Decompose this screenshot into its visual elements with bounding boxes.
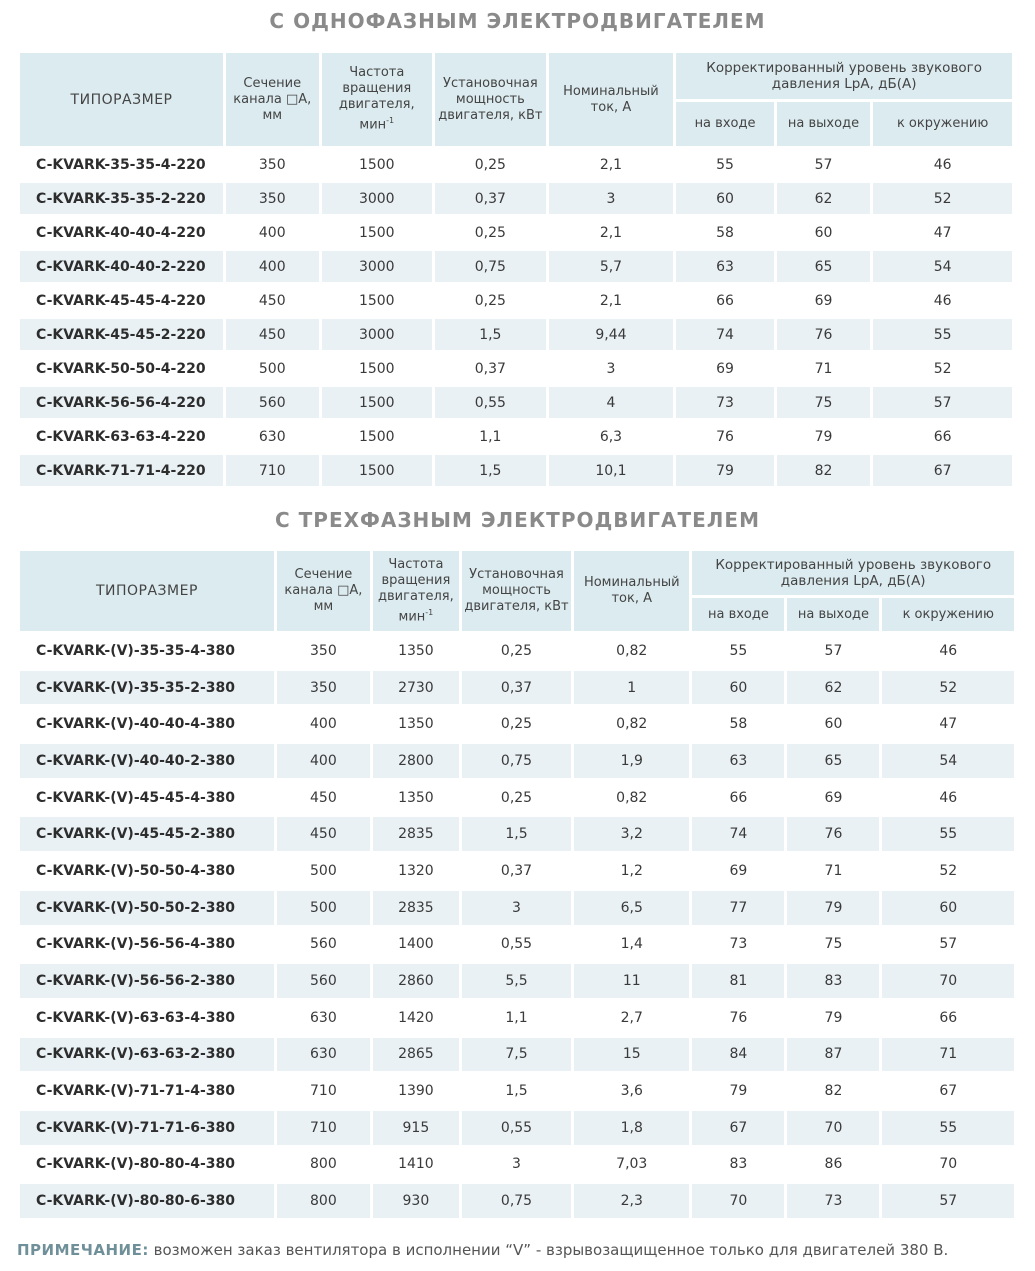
cell-noise-in: 66 xyxy=(676,285,774,316)
cell-section: 450 xyxy=(277,817,370,851)
cell-noise-in: 69 xyxy=(692,854,784,888)
cell-speed: 1410 xyxy=(373,1148,459,1182)
cell-speed: 1500 xyxy=(322,353,433,384)
cell-model: C-KVARK-(V)-63-63-2-380 xyxy=(20,1038,274,1072)
cell-power: 0,25 xyxy=(435,285,546,316)
header-speed xyxy=(373,551,459,631)
cell-noise-in: 77 xyxy=(692,891,784,925)
cell-speed: 2835 xyxy=(373,817,459,851)
header-power: Установочная мощность двигателя, кВт xyxy=(462,551,571,631)
cell-noise-env: 66 xyxy=(873,421,1012,452)
cell-noise-env: 55 xyxy=(873,319,1012,350)
cell-speed: 3000 xyxy=(322,183,433,214)
table-row xyxy=(20,1184,1014,1218)
cell-noise-in: 55 xyxy=(692,634,784,668)
cell-noise-env: 70 xyxy=(882,1148,1014,1182)
cell-noise-in: 83 xyxy=(692,1148,784,1182)
cell-current: 3 xyxy=(549,353,674,384)
cell-speed: 3000 xyxy=(322,319,433,350)
table-row xyxy=(20,1111,1014,1145)
cell-noise-in: 67 xyxy=(692,1111,784,1145)
cell-model: C-KVARK-(V)-45-45-4-380 xyxy=(20,781,274,815)
cell-noise-env: 46 xyxy=(873,149,1012,180)
cell-power: 5,5 xyxy=(462,964,571,998)
cell-current: 1,4 xyxy=(574,928,689,962)
cell-noise-env: 47 xyxy=(882,707,1014,741)
cell-power: 1,5 xyxy=(435,455,546,486)
cell-power: 0,37 xyxy=(462,671,571,705)
cell-noise-out: 86 xyxy=(787,1148,879,1182)
cell-noise-in: 58 xyxy=(692,707,784,741)
header-noise-env: к окружению xyxy=(882,598,1014,631)
table-row xyxy=(20,1074,1014,1108)
table-row xyxy=(20,854,1014,888)
cell-section: 400 xyxy=(277,744,370,778)
footnote xyxy=(17,1241,1027,1259)
cell-power: 1,5 xyxy=(462,1074,571,1108)
header-current: Номинальный ток, А xyxy=(549,53,674,146)
cell-model: C-KVARK-(V)-80-80-6-380 xyxy=(20,1184,274,1218)
header-noise-out: на выходе xyxy=(787,598,879,631)
cell-model: C-KVARK-(V)-71-71-6-380 xyxy=(20,1111,274,1145)
cell-noise-out: 60 xyxy=(777,217,870,248)
cell-current: 3,6 xyxy=(574,1074,689,1108)
header-noise-group: Корректированный уровень звукового давления LpA, дБ(А) xyxy=(692,551,1014,595)
cell-section: 450 xyxy=(277,781,370,815)
single-phase-table xyxy=(17,50,1015,489)
cell-model: C-KVARK-56-56-4-220 xyxy=(20,387,223,418)
cell-noise-out: 82 xyxy=(787,1074,879,1108)
cell-noise-env: 46 xyxy=(873,285,1012,316)
header-speed-sup: -1 xyxy=(425,607,434,617)
table-row xyxy=(20,455,1012,486)
cell-section: 800 xyxy=(277,1148,370,1182)
cell-model: C-KVARK-40-40-2-220 xyxy=(20,251,223,282)
cell-noise-in: 79 xyxy=(692,1074,784,1108)
header-speed-label: Частота вращения двигателя, мин xyxy=(338,65,415,133)
table-row xyxy=(20,1001,1014,1035)
cell-section: 350 xyxy=(277,634,370,668)
cell-section: 350 xyxy=(226,149,318,180)
header-noise-in: на входе xyxy=(676,102,774,146)
cell-noise-out: 73 xyxy=(787,1184,879,1218)
cell-noise-out: 70 xyxy=(787,1111,879,1145)
cell-power: 1,1 xyxy=(462,1001,571,1035)
cell-noise-in: 76 xyxy=(676,421,774,452)
cell-noise-env: 47 xyxy=(873,217,1012,248)
table-row xyxy=(20,1148,1014,1182)
header-power: Установочная мощность двигателя, кВт xyxy=(435,53,546,146)
header-noise-group: Корректированный уровень звукового давления LpA, дБ(А) xyxy=(676,53,1012,99)
cell-model: C-KVARK-(V)-71-71-4-380 xyxy=(20,1074,274,1108)
header-speed-sup: -1 xyxy=(386,116,395,126)
cell-noise-env: 60 xyxy=(882,891,1014,925)
cell-current: 3,2 xyxy=(574,817,689,851)
cell-model: C-KVARK-71-71-4-220 xyxy=(20,455,223,486)
cell-noise-env: 52 xyxy=(882,671,1014,705)
cell-noise-env: 54 xyxy=(882,744,1014,778)
cell-speed: 915 xyxy=(373,1111,459,1145)
cell-current: 1,9 xyxy=(574,744,689,778)
table-row xyxy=(20,319,1012,350)
table-row xyxy=(20,707,1014,741)
header-model: ТИПОРАЗМЕР xyxy=(20,551,274,631)
cell-current: 0,82 xyxy=(574,707,689,741)
cell-noise-in: 81 xyxy=(692,964,784,998)
cell-noise-env: 57 xyxy=(882,1184,1014,1218)
cell-power: 0,25 xyxy=(462,634,571,668)
cell-speed: 1500 xyxy=(322,149,433,180)
cell-noise-in: 66 xyxy=(692,781,784,815)
cell-model: C-KVARK-35-35-2-220 xyxy=(20,183,223,214)
cell-power: 1,1 xyxy=(435,421,546,452)
cell-power: 0,37 xyxy=(435,353,546,384)
cell-noise-out: 82 xyxy=(777,455,870,486)
cell-speed: 1350 xyxy=(373,707,459,741)
cell-noise-env: 67 xyxy=(882,1074,1014,1108)
cell-noise-out: 65 xyxy=(777,251,870,282)
three-phase-table xyxy=(17,548,1017,1221)
cell-power: 0,25 xyxy=(462,781,571,815)
three-phase-rows xyxy=(20,634,1014,1218)
cell-current: 0,82 xyxy=(574,781,689,815)
cell-noise-out: 60 xyxy=(787,707,879,741)
cell-noise-out: 71 xyxy=(787,854,879,888)
table-row xyxy=(20,387,1012,418)
cell-power: 0,55 xyxy=(462,928,571,962)
header-speed xyxy=(322,53,433,146)
cell-speed: 930 xyxy=(373,1184,459,1218)
cell-power: 0,25 xyxy=(462,707,571,741)
cell-model: C-KVARK-45-45-4-220 xyxy=(20,285,223,316)
cell-section: 500 xyxy=(277,891,370,925)
cell-current: 1 xyxy=(574,671,689,705)
header-noise-out: на выходе xyxy=(777,102,870,146)
cell-section: 350 xyxy=(226,183,318,214)
header-noise-in: на входе xyxy=(692,598,784,631)
cell-noise-env: 46 xyxy=(882,781,1014,815)
cell-noise-in: 60 xyxy=(676,183,774,214)
table-row xyxy=(20,964,1014,998)
cell-speed: 1420 xyxy=(373,1001,459,1035)
cell-current: 0,82 xyxy=(574,634,689,668)
cell-noise-out: 79 xyxy=(787,1001,879,1035)
cell-noise-env: 52 xyxy=(873,353,1012,384)
cell-current: 5,7 xyxy=(549,251,674,282)
cell-section: 800 xyxy=(277,1184,370,1218)
cell-model: C-KVARK-63-63-4-220 xyxy=(20,421,223,452)
cell-noise-in: 70 xyxy=(692,1184,784,1218)
cell-noise-env: 57 xyxy=(873,387,1012,418)
cell-current: 4 xyxy=(549,387,674,418)
cell-speed: 1400 xyxy=(373,928,459,962)
cell-noise-env: 52 xyxy=(882,854,1014,888)
cell-model: C-KVARK-(V)-35-35-4-380 xyxy=(20,634,274,668)
cell-noise-out: 76 xyxy=(777,319,870,350)
header-noise-env: к окружению xyxy=(873,102,1012,146)
cell-noise-out: 62 xyxy=(787,671,879,705)
cell-current: 11 xyxy=(574,964,689,998)
cell-noise-env: 70 xyxy=(882,964,1014,998)
cell-power: 0,25 xyxy=(435,149,546,180)
cell-section: 400 xyxy=(277,707,370,741)
cell-section: 710 xyxy=(277,1111,370,1145)
cell-speed: 1500 xyxy=(322,455,433,486)
cell-speed: 2730 xyxy=(373,671,459,705)
footnote-text: возможен заказ вентилятора в исполнении “V” - взрывозащищенное только для двигателей 380 В. xyxy=(148,1241,949,1259)
cell-noise-out: 75 xyxy=(777,387,870,418)
cell-noise-out: 87 xyxy=(787,1038,879,1072)
cell-current: 2,1 xyxy=(549,217,674,248)
cell-section: 630 xyxy=(226,421,318,452)
cell-section: 400 xyxy=(226,217,318,248)
cell-current: 9,44 xyxy=(549,319,674,350)
cell-power: 0,37 xyxy=(462,854,571,888)
cell-noise-in: 63 xyxy=(676,251,774,282)
cell-section: 710 xyxy=(277,1074,370,1108)
cell-current: 2,1 xyxy=(549,149,674,180)
cell-current: 7,03 xyxy=(574,1148,689,1182)
cell-section: 630 xyxy=(277,1001,370,1035)
cell-current: 2,1 xyxy=(549,285,674,316)
cell-noise-out: 57 xyxy=(787,634,879,668)
table-row xyxy=(20,928,1014,962)
cell-noise-out: 76 xyxy=(787,817,879,851)
cell-power: 0,55 xyxy=(435,387,546,418)
cell-noise-out: 71 xyxy=(777,353,870,384)
cell-noise-out: 83 xyxy=(787,964,879,998)
cell-speed: 1350 xyxy=(373,634,459,668)
cell-model: C-KVARK-(V)-80-80-4-380 xyxy=(20,1148,274,1182)
cell-noise-env: 66 xyxy=(882,1001,1014,1035)
cell-current: 15 xyxy=(574,1038,689,1072)
cell-noise-in: 73 xyxy=(692,928,784,962)
table-row xyxy=(20,817,1014,851)
cell-speed: 1500 xyxy=(322,387,433,418)
table-row xyxy=(20,634,1014,668)
single-phase-title: С ОДНОФАЗНЫМ ЭЛЕКТРОДВИГАТЕЛЕМ xyxy=(269,9,766,33)
cell-noise-out: 79 xyxy=(787,891,879,925)
cell-section: 450 xyxy=(226,319,318,350)
cell-noise-out: 62 xyxy=(777,183,870,214)
cell-noise-in: 63 xyxy=(692,744,784,778)
header-current: Номинальный ток, А xyxy=(574,551,689,631)
table-row xyxy=(20,671,1014,705)
cell-current: 1,8 xyxy=(574,1111,689,1145)
cell-power: 0,37 xyxy=(435,183,546,214)
cell-power: 0,75 xyxy=(462,1184,571,1218)
cell-speed: 1500 xyxy=(322,217,433,248)
cell-noise-in: 55 xyxy=(676,149,774,180)
cell-model: C-KVARK-(V)-56-56-4-380 xyxy=(20,928,274,962)
cell-noise-env: 46 xyxy=(882,634,1014,668)
table-row xyxy=(20,781,1014,815)
cell-noise-in: 74 xyxy=(676,319,774,350)
cell-power: 1,5 xyxy=(462,817,571,851)
cell-speed: 1500 xyxy=(322,421,433,452)
cell-model: C-KVARK-(V)-50-50-2-380 xyxy=(20,891,274,925)
single-phase-rows xyxy=(20,149,1012,486)
three-phase-title: С ТРЕХФАЗНЫМ ЭЛЕКТРОДВИГАТЕЛЕМ xyxy=(275,508,760,532)
table-row xyxy=(20,1038,1014,1072)
table-row xyxy=(20,285,1012,316)
cell-model: C-KVARK-(V)-50-50-4-380 xyxy=(20,854,274,888)
table-row xyxy=(20,744,1014,778)
cell-noise-env: 71 xyxy=(882,1038,1014,1072)
cell-noise-out: 65 xyxy=(787,744,879,778)
cell-noise-env: 54 xyxy=(873,251,1012,282)
cell-noise-in: 84 xyxy=(692,1038,784,1072)
cell-section: 500 xyxy=(277,854,370,888)
cell-power: 0,75 xyxy=(462,744,571,778)
cell-section: 350 xyxy=(277,671,370,705)
cell-noise-out: 57 xyxy=(777,149,870,180)
cell-section: 560 xyxy=(226,387,318,418)
cell-current: 1,2 xyxy=(574,854,689,888)
table-row xyxy=(20,891,1014,925)
cell-speed: 2835 xyxy=(373,891,459,925)
cell-noise-out: 79 xyxy=(777,421,870,452)
header-section: Сечение канала □A, мм xyxy=(277,551,370,631)
cell-section: 710 xyxy=(226,455,318,486)
cell-speed: 1390 xyxy=(373,1074,459,1108)
cell-noise-out: 69 xyxy=(777,285,870,316)
cell-current: 2,3 xyxy=(574,1184,689,1218)
cell-current: 10,1 xyxy=(549,455,674,486)
cell-section: 560 xyxy=(277,928,370,962)
cell-noise-in: 69 xyxy=(676,353,774,384)
table-row xyxy=(20,251,1012,282)
footnote-label: ПРИМЕЧАНИЕ: xyxy=(17,1241,149,1259)
table-row xyxy=(20,421,1012,452)
cell-model: C-KVARK-40-40-4-220 xyxy=(20,217,223,248)
table-row xyxy=(20,183,1012,214)
cell-noise-in: 76 xyxy=(692,1001,784,1035)
cell-speed: 2800 xyxy=(373,744,459,778)
cell-power: 0,25 xyxy=(435,217,546,248)
cell-speed: 2865 xyxy=(373,1038,459,1072)
cell-noise-in: 60 xyxy=(692,671,784,705)
header-speed-label: Частота вращения двигателя, мин xyxy=(378,556,454,625)
cell-section: 560 xyxy=(277,964,370,998)
cell-current: 6,5 xyxy=(574,891,689,925)
cell-speed: 3000 xyxy=(322,251,433,282)
cell-model: C-KVARK-(V)-35-35-2-380 xyxy=(20,671,274,705)
cell-noise-in: 74 xyxy=(692,817,784,851)
cell-model: C-KVARK-35-35-4-220 xyxy=(20,149,223,180)
cell-power: 7,5 xyxy=(462,1038,571,1072)
cell-section: 450 xyxy=(226,285,318,316)
cell-model: C-KVARK-(V)-56-56-2-380 xyxy=(20,964,274,998)
cell-noise-env: 55 xyxy=(882,817,1014,851)
cell-noise-in: 79 xyxy=(676,455,774,486)
cell-model: C-KVARK-50-50-4-220 xyxy=(20,353,223,384)
cell-noise-env: 57 xyxy=(882,928,1014,962)
cell-speed: 1320 xyxy=(373,854,459,888)
cell-noise-env: 67 xyxy=(873,455,1012,486)
cell-power: 3 xyxy=(462,891,571,925)
cell-section: 400 xyxy=(226,251,318,282)
cell-noise-in: 58 xyxy=(676,217,774,248)
header-section: Сечение канала □A, мм xyxy=(226,53,318,146)
cell-section: 500 xyxy=(226,353,318,384)
cell-model: C-KVARK-(V)-40-40-4-380 xyxy=(20,707,274,741)
cell-current: 6,3 xyxy=(549,421,674,452)
cell-noise-out: 75 xyxy=(787,928,879,962)
cell-power: 0,75 xyxy=(435,251,546,282)
table-row xyxy=(20,353,1012,384)
cell-section: 630 xyxy=(277,1038,370,1072)
cell-model: C-KVARK-(V)-45-45-2-380 xyxy=(20,817,274,851)
cell-noise-out: 69 xyxy=(787,781,879,815)
cell-current: 3 xyxy=(549,183,674,214)
cell-speed: 1500 xyxy=(322,285,433,316)
cell-current: 2,7 xyxy=(574,1001,689,1035)
cell-noise-env: 55 xyxy=(882,1111,1014,1145)
cell-speed: 2860 xyxy=(373,964,459,998)
table-row xyxy=(20,217,1012,248)
cell-speed: 1350 xyxy=(373,781,459,815)
table-row xyxy=(20,149,1012,180)
cell-model: C-KVARK-(V)-63-63-4-380 xyxy=(20,1001,274,1035)
cell-noise-in: 73 xyxy=(676,387,774,418)
cell-power: 3 xyxy=(462,1148,571,1182)
cell-model: C-KVARK-45-45-2-220 xyxy=(20,319,223,350)
cell-model: C-KVARK-(V)-40-40-2-380 xyxy=(20,744,274,778)
cell-noise-env: 52 xyxy=(873,183,1012,214)
header-model: ТИПОРАЗМЕР xyxy=(20,53,223,146)
cell-power: 1,5 xyxy=(435,319,546,350)
cell-power: 0,55 xyxy=(462,1111,571,1145)
